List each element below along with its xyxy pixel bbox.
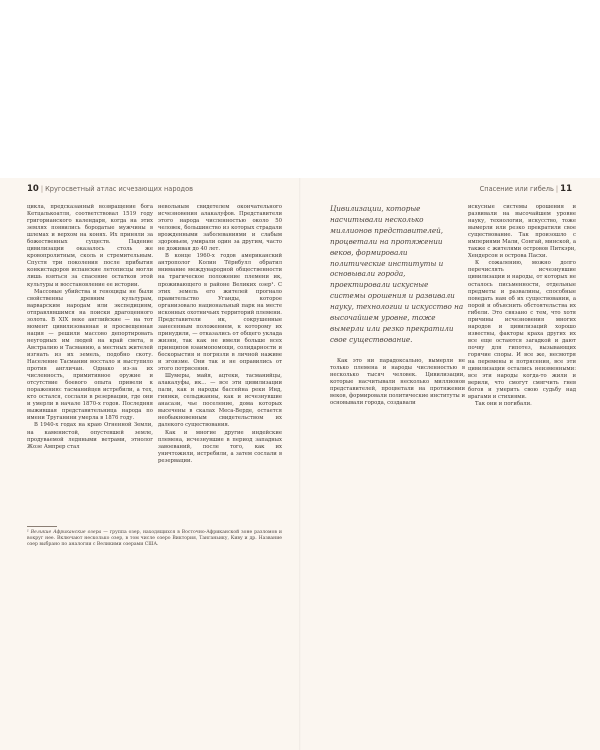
paragraph: Как и многие другие индейские племена, исчезнувшие в период западных завоеваний, после того, как их уничтожили, истребили, а затем сослали в резервации. — [158, 429, 282, 464]
paragraph: искусные системы орошения и развивали на высочайшем уровне науку, технологии, искусство, тоже вымерли или резко прекратили свое существование. Так произошло с империями Мали, Сонгай, минской, а также с жителями островов Питкэрн, Хендерсон и острова Пасхи. — [468, 204, 576, 260]
right-page — [300, 178, 600, 750]
pull-quote — [330, 204, 465, 346]
footnote-rule — [27, 526, 57, 527]
paragraph: В конце 1960-х годов американский антрополог Колин Тёрнбулл обратил внимание международной общественности на трагическое положение племени ик, проживающего в районе Великих озер¹. С этих земель его жителей прогнало правительство Уганды, которое организовало национальный парк на месте исконных охотничьих территорий племени. Представители ик, сокрушенные занесенным положением, к которому их принудили, — отказались от общего уклада жизни, так как не имели больше всех принципов взаимопомощи, солидарности и бескорыстия и погрязли в личной наживе и эгоизме. Они так и не оправились от этого потрясения. — [158, 253, 282, 373]
left-page-header — [27, 184, 193, 194]
right-page-header — [480, 184, 572, 194]
paragraph: Так они и погибали. — [475, 401, 532, 408]
paragraph: Шумеры, майя, ацтеки, тасманийцы, алакалуфы, ик... — все эти цивилизации пали, как и народы бассейна реки Инд, гиянки, сельджанны, как и исчезнувшие анасази, чье поселение, дома которых высечены в скалах Меса-Верде, остается необыкновенным свидетельством их далекого существования. — [158, 373, 282, 429]
right-column-1 — [330, 204, 465, 407]
right-column-2 — [468, 204, 576, 408]
footnote-text: — группа озер, находящихся в Восточно-Африканской зоне разломов и вокруг нее. Включают несколько озер, в том числе озеро Виктория, Танганьику, Киву и др. Название озер выбрано по аналогии с Великими озерами США. — [27, 530, 282, 548]
book-spread — [0, 178, 600, 750]
footnote — [27, 526, 282, 548]
paragraph: Как это ни парадоксально, вымерли не только племена и народы численностью в несколько тысяч человек. Цивилизации, которые насчитывали несколько миллионов представителей, процветали на протяжении веков, формировали политические институты и основывали города, создавали — [330, 357, 465, 407]
paragraph: невольным свидетелем окончательного исчезновения алакалуфов. Представители этого народа численностью около 50 человек, большинство из которых страдали врожденными заболеваниями и слабым здоровьем, умирали один за другим, часто не доживая до 40 лет. — [158, 204, 282, 253]
right-page-number: 11 — [560, 184, 572, 194]
paragraph: цикла, предсказанный возвращение бога Кетцалькоатля, соответствовал 1519 году григорианского календаря, когда на этих землях появились бородатые мужчины в шлемах и верхом на конях. Их приняли за божественных существ. Падение цивилизации оказалось столь же кровопролитным, сколь и стремительным. Спустя три поколения после прибытия конкистадоров испанские летописцы могли лишь взяться за спасение остатков этой культуры и восстановление ее истории. — [27, 204, 153, 288]
left-running-title: Кругосветный атлас исчезающих народов — [45, 185, 194, 193]
footnote-title: ¹ Великие Африканские озера — [27, 530, 102, 535]
left-column-1 — [27, 204, 153, 451]
pull-quote-text: Цивилизации, которые насчитывали несколько миллионов представителей, процветали на протяжении веков, формировали политические институты и основывали города, проектировали искусные системы орошения и развивали науку, технологии и искусство на высочайшем уровне, тоже вымерли или резко прекратили свое существование. — [330, 204, 464, 344]
left-page — [0, 178, 300, 750]
paragraph: В 1940-х годах на краю Огненной Земли, на каменистой, опустевшей земле, продуваемой ледяными ветрами, этнолог Жозе Ампрер стал — [27, 422, 153, 450]
header-separator: | — [555, 185, 559, 193]
left-page-number: 10 — [27, 184, 39, 194]
paragraph: К сожалению, можно долго перечислять исчезнувшие цивилизации и народы, от которых не осталось письменности, отдельные предметы и развалины, способные поведать нам об их существовании, а порой и объяснить обстоятельства их гибели. Это связано с тем, что хотя причины исчезновения многих народов и цивилизаций хорошо известны, факторы краха других их все еще остаются загадкой и дают почву для гипотез, вызывающих горячие споры. И все же, несмотря на перемены и потрясения, все эти цивилизации остались неизменными: все эти народы когда-то жили и верили, что смогут смягчить гнев богов и умерить свою судьбу над врагами и стихиями. — [468, 260, 576, 401]
paragraph: Массовые убийства и геноциды не были свойственны древним культурам, варварским народам или экспедициям, отправлявшимся на поиски драгоценного золота. В XIX веке английские — на тот момент цивилизованная и просвещенная нация — решили массово депортировать неугодных им людей на край света, в Австралию и Тасманию, а местных жителей изгнать из их земель, подобно скоту. Население Тасмании восстало и выступило против англичан. Однако из-за их численность, примитивное оружие и отсутствие боевого опыта привели к поражению: тасманийцев истребили, а тех, кто остался, сослали в резервации, где они и умерли в начале 1870-х годов. Последняя выжившая представительница народа по имени Труганини умерла в 1876 году. — [27, 288, 153, 422]
right-running-title: Спасение или гибель — [479, 185, 554, 193]
left-column-2 — [158, 204, 282, 465]
header-separator: | — [40, 185, 44, 193]
